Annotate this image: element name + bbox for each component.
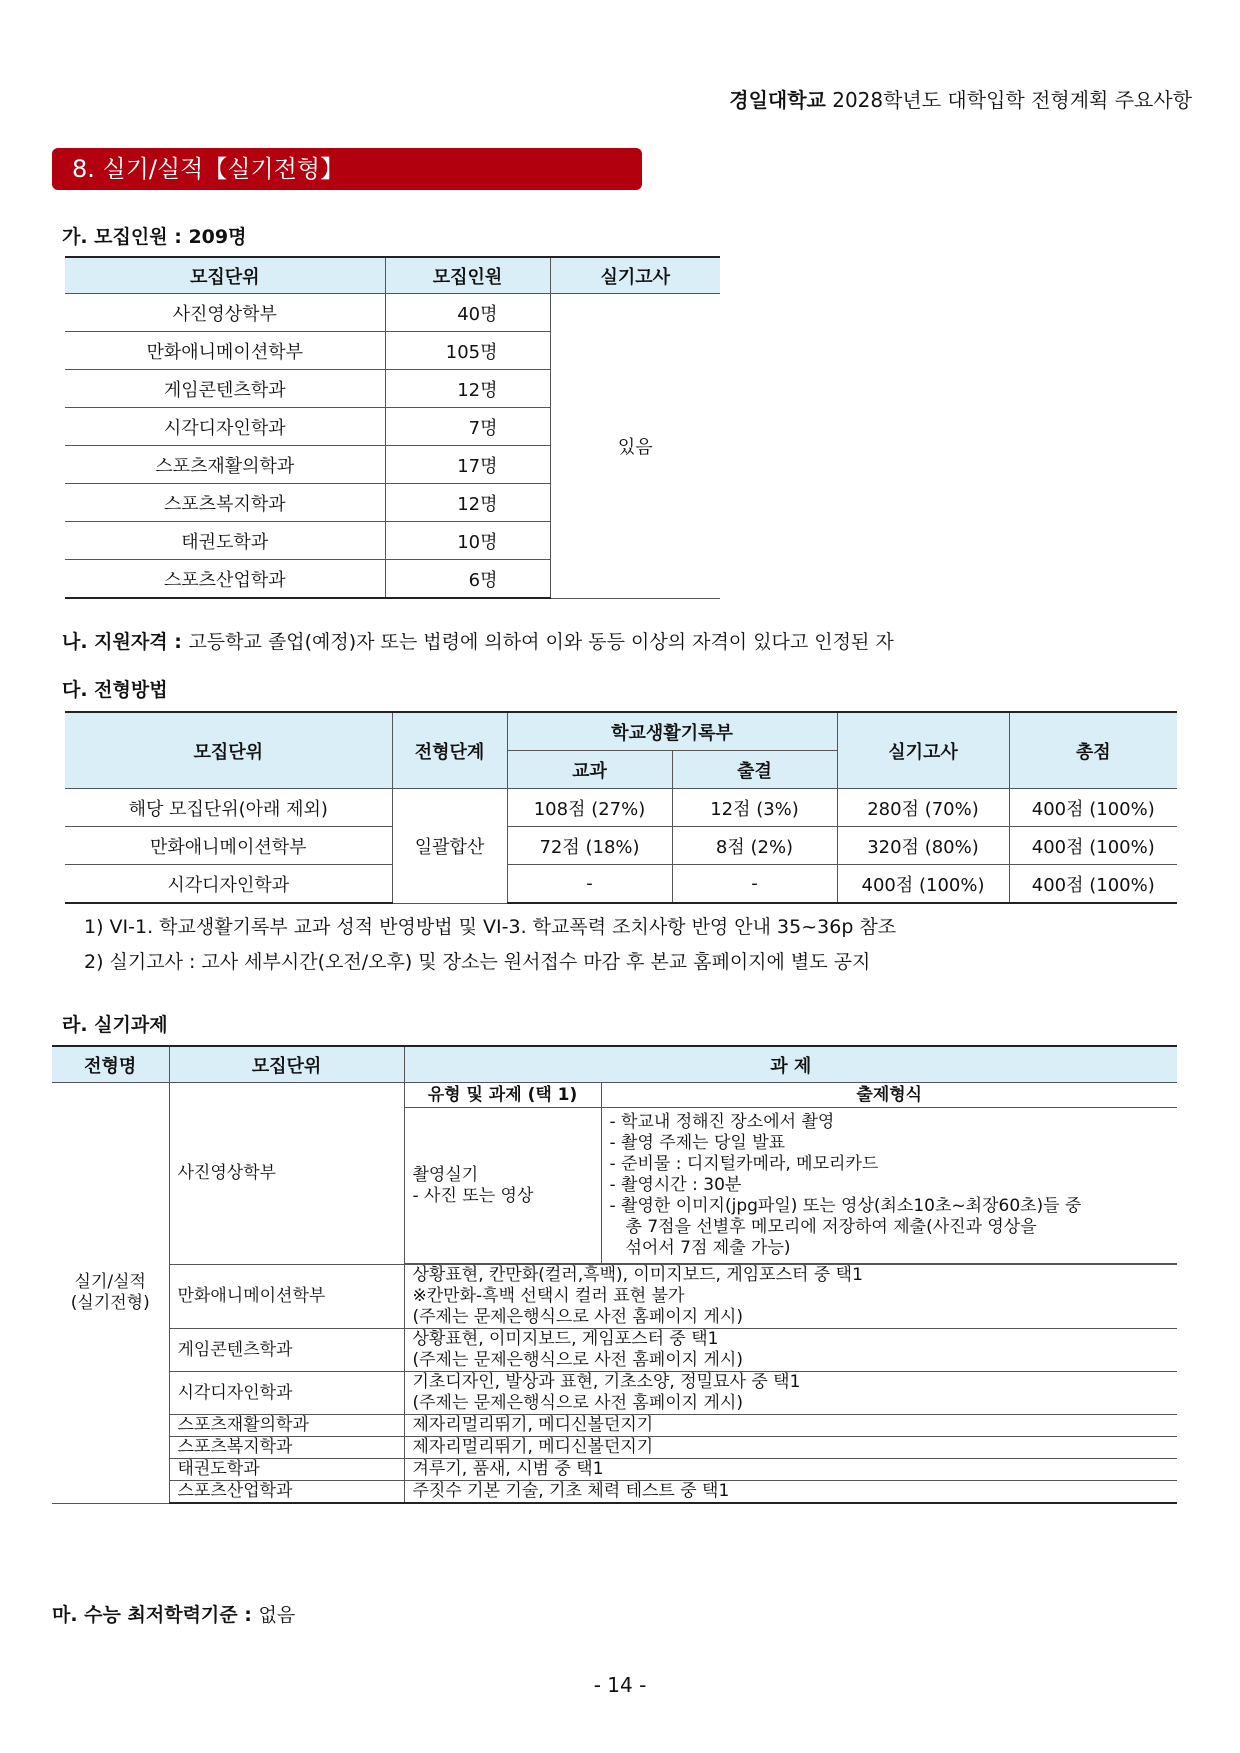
form-line: - 촬영시간 : 30분: [609, 1175, 742, 1195]
unit-cell: 시각디자인학과: [65, 865, 392, 904]
sec-a-title: [62, 222, 246, 249]
note-1: 1) VI-1. 학교생활기록부 교과 성적 반영방법 및 VI-3. 학교폭력 조치사항 반영 안내 35~36p 참조: [84, 916, 897, 938]
col-unit: 모집단위: [65, 712, 392, 789]
col-sub-type: 유형 및 과제 (택 1): [405, 1083, 602, 1108]
count-cell: 10명: [385, 522, 550, 560]
task-cell: [404, 1372, 1177, 1415]
attend-cell: 8점 (2%): [672, 827, 837, 865]
task-line: 상황표현, 이미지보드, 게임포스터 중 택1: [412, 1329, 719, 1349]
note-2: 2) 실기고사 : 고사 세부시간(오전/오후) 및 장소는 원서접수 마감 후 본교 홈페이지에 별도 공지: [84, 951, 871, 973]
sec-c-title: 다. 전형방법: [62, 679, 168, 701]
subject-cell: 108점 (27%): [507, 789, 672, 827]
unit-cell: 스포츠복지학과: [65, 484, 385, 522]
unit-cell: 태권도학과: [65, 522, 385, 560]
sec-e-value: 없음: [258, 1604, 296, 1626]
photo-task-cell: [404, 1083, 1177, 1265]
task-cell: [404, 1329, 1177, 1372]
count-cell: 40명: [385, 294, 550, 332]
task-line: (주제는 문제은행식으로 사전 홈페이지 게시): [412, 1393, 743, 1413]
sec-e: [52, 1600, 295, 1627]
unit-cell: 사진영상학부: [65, 294, 385, 332]
task-cell: [404, 1265, 1177, 1329]
sec-d-title: 라. 실기과제: [62, 1014, 168, 1036]
task-line: (주제는 문제은행식으로 사전 홈페이지 게시): [412, 1307, 743, 1327]
section-banner: 8. 실기/실적【실기전형】: [52, 148, 642, 190]
task-line: ※칸만화-흑백 선택시 컬러 표현 불가: [412, 1286, 685, 1306]
col-sub-form: 출제형식: [601, 1083, 1177, 1108]
sec-b-label: 나. 지원자격 :: [62, 631, 182, 653]
form-line: - 준비물 : 디지털카메라, 메모리카드: [609, 1154, 879, 1174]
total-cell: 400점 (100%): [1009, 827, 1177, 865]
task-table: [52, 1045, 1177, 1504]
col-unit: 모집단위: [169, 1046, 404, 1083]
unit-cell: 태권도학과: [169, 1459, 404, 1481]
table-row: [52, 1083, 1177, 1265]
col-subject: 교과: [507, 751, 672, 789]
header-school: 경일대학교: [729, 88, 826, 112]
col-task: 과 제: [404, 1046, 1177, 1083]
unit-cell: 스포츠재활의학과: [65, 446, 385, 484]
table-row: [52, 1329, 1177, 1372]
task-line: 기초디자인, 발상과 표현, 기초소양, 정밀묘사 중 택1: [412, 1372, 801, 1392]
form-line: - 학교내 정해진 장소에서 촬영: [609, 1112, 835, 1132]
form-line: 총 7점을 선별후 메모리에 저장하여 제출(사진과 영상을: [625, 1217, 1037, 1237]
unit-cell: 시각디자인학과: [65, 408, 385, 446]
col-exam: 실기고사: [837, 712, 1009, 789]
unit-cell: 게임콘텐츠학과: [65, 370, 385, 408]
table-row: [65, 827, 1177, 865]
unit-cell: 스포츠복지학과: [169, 1437, 404, 1459]
quota-table: [65, 256, 720, 599]
col-stage: 전형단계: [392, 712, 507, 789]
count-cell: 12명: [385, 370, 550, 408]
form-line: 섞어서 7점 제출 가능): [625, 1238, 791, 1258]
task-cell: 제자리멀리뛰기, 메디신볼던지기: [404, 1437, 1177, 1459]
table-row: [65, 789, 1177, 827]
col-count: 모집인원: [385, 257, 550, 294]
header-title: 2028학년도 대학입학 전형계획 주요사항: [832, 88, 1192, 112]
table-row: [52, 1459, 1177, 1481]
unit-cell: 만화애니메이션학부: [65, 827, 392, 865]
unit-cell: 사진영상학부: [169, 1083, 404, 1265]
count-cell: 7명: [385, 408, 550, 446]
category-line: (실기전형): [70, 1292, 150, 1313]
form-line: - 촬영한 이미지(jpg파일) 또는 영상(최소10초~최장60초)들 중: [609, 1196, 1082, 1216]
table-row: [65, 294, 720, 332]
attend-cell: 12점 (3%): [672, 789, 837, 827]
sec-a-total: 209명: [188, 226, 247, 248]
count-cell: 17명: [385, 446, 550, 484]
exam-cell: 280점 (70%): [837, 789, 1009, 827]
col-record: 학교생활기록부: [507, 712, 837, 751]
unit-cell: 스포츠산업학과: [65, 560, 385, 599]
subject-cell: -: [507, 865, 672, 904]
task-cell: 제자리멀리뛰기, 메디신볼던지기: [404, 1415, 1177, 1437]
count-cell: 105명: [385, 332, 550, 370]
table-row: [52, 1437, 1177, 1459]
count-cell: 6명: [385, 560, 550, 599]
total-cell: 400점 (100%): [1009, 865, 1177, 904]
unit-cell: 시각디자인학과: [169, 1372, 404, 1415]
total-cell: 400점 (100%): [1009, 789, 1177, 827]
table-row: [52, 1415, 1177, 1437]
col-attend: 출결: [672, 751, 837, 789]
col-exam: 실기고사: [550, 257, 720, 294]
table-row: [52, 1372, 1177, 1415]
sec-b: [62, 627, 894, 654]
photo-form-cell: [601, 1108, 1177, 1264]
method-table: [65, 711, 1177, 904]
task-cell: 주짓수 기본 기술, 기초 체력 테스트 중 택1: [404, 1481, 1177, 1504]
category-line: 실기/실적: [74, 1271, 146, 1292]
type-line: - 사진 또는 영상: [412, 1185, 534, 1206]
unit-cell: 만화애니메이션학부: [65, 332, 385, 370]
stage-cell: 일괄합산: [392, 789, 507, 904]
unit-cell: 스포츠산업학과: [169, 1481, 404, 1504]
category-cell: [52, 1083, 169, 1504]
form-line: - 촬영 주제는 당일 발표: [609, 1133, 786, 1153]
task-line: (주제는 문제은행식으로 사전 홈페이지 게시): [412, 1350, 743, 1370]
col-type: 전형명: [52, 1046, 169, 1083]
unit-cell: 스포츠재활의학과: [169, 1415, 404, 1437]
unit-cell: 게임콘텐츠학과: [169, 1329, 404, 1372]
col-unit: 모집단위: [65, 257, 385, 294]
subject-cell: 72점 (18%): [507, 827, 672, 865]
sec-a-label: 가. 모집인원 :: [62, 226, 182, 248]
photo-task-subtable: [405, 1083, 1178, 1264]
page-number: - 14 -: [593, 1673, 647, 1697]
exam-cell: 있음: [550, 294, 720, 599]
col-total: 총점: [1009, 712, 1177, 789]
task-line: 상황표현, 칸만화(컬러,흑백), 이미지보드, 게임포스터 중 택1: [412, 1265, 863, 1285]
sec-b-text: 고등학교 졸업(예정)자 또는 법령에 의하여 이와 동등 이상의 자격이 있다고 인정된 자: [188, 631, 894, 653]
table-row: [52, 1265, 1177, 1329]
photo-type-cell: [405, 1108, 602, 1264]
page-header: [729, 84, 1192, 113]
attend-cell: -: [672, 865, 837, 904]
exam-cell: 400점 (100%): [837, 865, 1009, 904]
unit-cell: 해당 모집단위(아래 제외): [65, 789, 392, 827]
sec-e-label: 마. 수능 최저학력기준 :: [52, 1604, 252, 1626]
unit-cell: 만화애니메이션학부: [169, 1265, 404, 1329]
type-line: 촬영실기: [412, 1164, 479, 1185]
table-row: [65, 865, 1177, 904]
table-row: [52, 1481, 1177, 1504]
task-cell: 겨루기, 품새, 시범 중 택1: [404, 1459, 1177, 1481]
exam-cell: 320점 (80%): [837, 827, 1009, 865]
count-cell: 12명: [385, 484, 550, 522]
